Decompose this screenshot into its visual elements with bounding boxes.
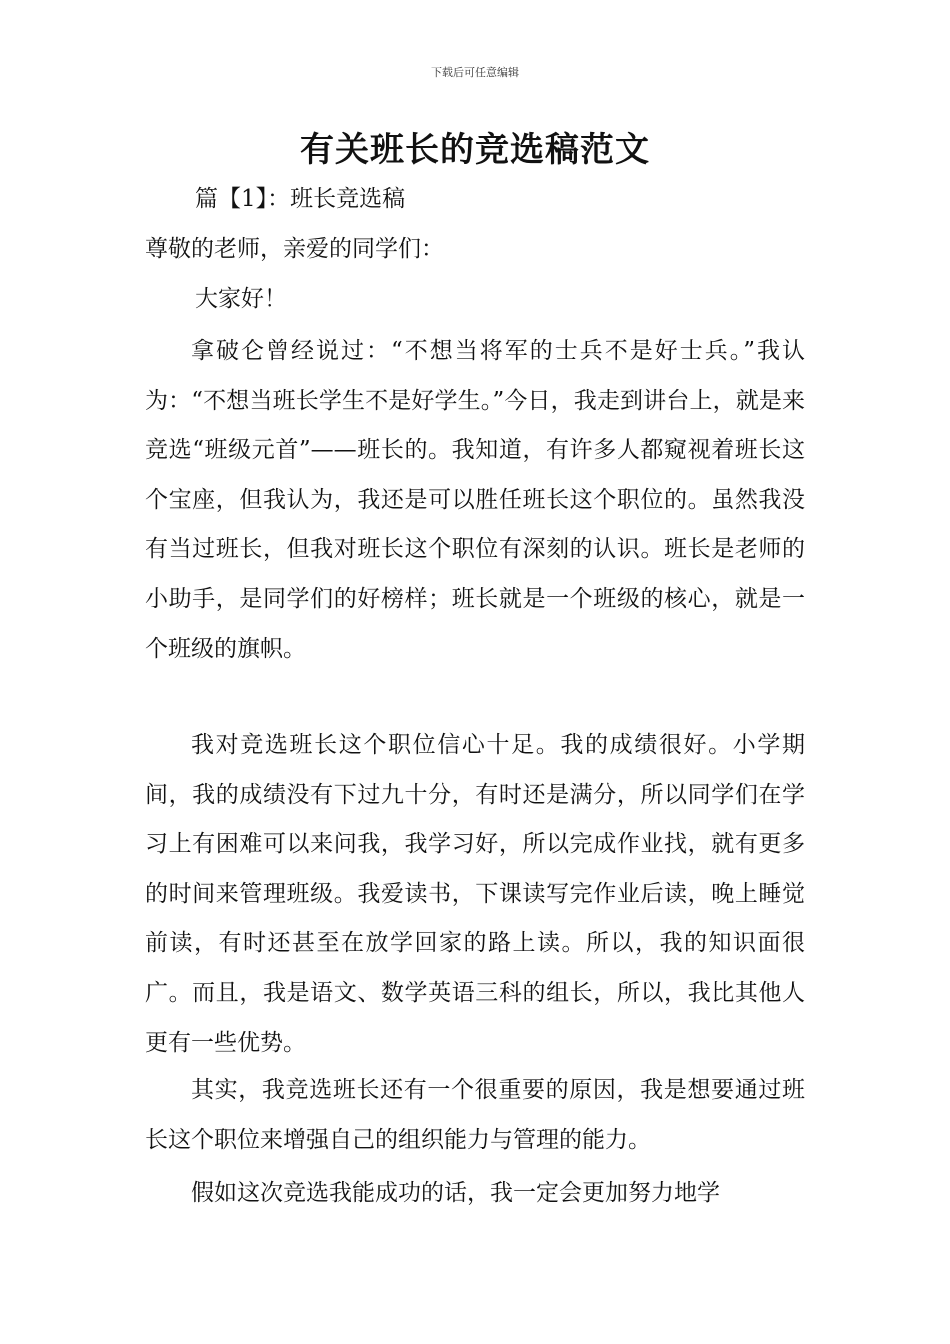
document-title: 有关班长的竞选稿范文 — [300, 130, 650, 170]
body-paragraph: 假如这次竞选我能成功的话，我一定会更加努力地学 — [191, 1180, 720, 1206]
greeting: 大家好！ — [195, 286, 287, 312]
salutation: 尊敬的老师，亲爱的同学们： — [145, 236, 444, 262]
header-note: 下载后可任意编辑 — [431, 66, 519, 79]
body-paragraph: 我对竞选班长这个职位信心十足。我的成绩很好。小学期间，我的成绩没有下过九十分，有时还是满分，所以同学们在学习上有困难可以来问我，我学习好，所以完成作业找，就有更多的时间来管理班级。我爱读书，下课读写完作业后读，晚上睡觉前读，有时还甚至在放学回家的路上读。所以，我的知识面很广。而且，我是语文、数学英语三科的组长，所以，我比其他人更有一些优势。 — [145, 732, 805, 1056]
body-paragraph: 拿破仑曾经说过：“不想当将军的士兵不是好士兵。”我认为：“不想当班长学生不是好学生。”今日，我走到讲台上，就是来竞选“班级元首”——班长的。我知道，有许多人都窥视着班长这个宝座，但我认为，我还是可以胜任班长这个职位的。虽然我没有当过班长，但我对班长这个职位有深刻的认识。班长是老师的小助手，是同学们的好榜样；班长就是一个班级的核心，就是一个班级的旗帜。 — [145, 338, 805, 662]
body-paragraph: 其实，我竞选班长还有一个很重要的原因，我是想要通过班长这个职位来增强自己的组织能力与管理的能力。 — [145, 1077, 805, 1153]
section-heading: 篇【1】：班长竞选稿 — [195, 186, 406, 212]
